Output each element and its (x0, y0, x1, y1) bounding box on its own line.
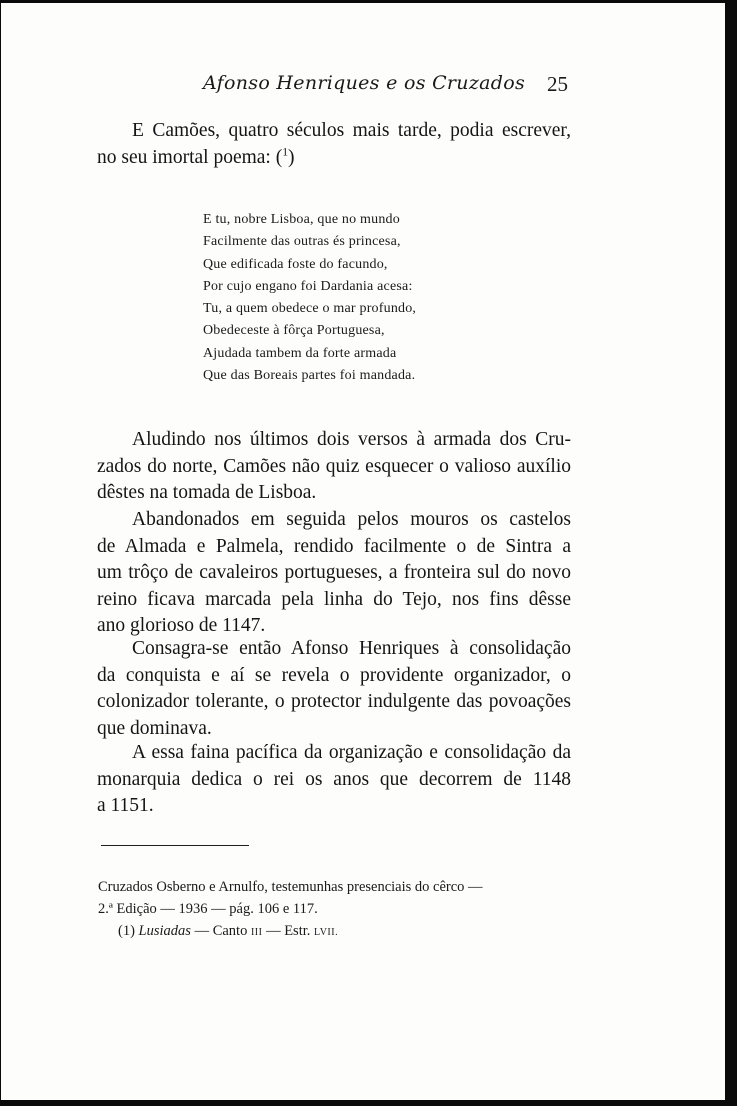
text-line: da conquista e aí se revela o providente organizador, o (97, 664, 571, 686)
verse-line: Que das Boreais partes foi mandada. (203, 368, 416, 384)
intro-text-end: ) (288, 146, 295, 168)
footnote-stanza: LVII. (314, 927, 339, 938)
footnote-work-title: Lusiadas (138, 923, 191, 939)
text-line: de Almada e Palmela, rendido facilmente o de Sintra a (97, 535, 571, 557)
text-line: ano glorioso de 1147. (97, 615, 266, 636)
verse-line: Por cujo engano foi Dardania acesa: (203, 278, 413, 294)
text-line: dêstes na tomada de Lisboa. (97, 482, 317, 503)
text-line: monarquia dedica o rei os anos que decorrem de 1148 (97, 768, 571, 790)
text-line: colonizador tolerante, o protector indulgente das povoações (97, 691, 571, 712)
verse-line: Facilmente das outras és princesa, (203, 234, 401, 250)
verse-line: E tu, nobre Lisboa, que no mundo (203, 212, 400, 227)
text-line: que dominava. (97, 717, 212, 739)
text-line: Consagra-se então Afonso Henriques à consolidação (132, 638, 571, 659)
footnote-source: 2.ª Edição — 1936 — pág. 106 e 117. (98, 901, 318, 917)
verse-line: Obedeceste à fôrça Portuguesa, (203, 323, 385, 339)
text-line: reino ficava marcada pela linha do Tejo, nos fins dêsse (97, 588, 571, 610)
text-line: um trôço de cavaleiros portugueses, a fronteira sul do novo (97, 562, 571, 583)
footnote-separator: — Estr. (262, 923, 315, 939)
running-title: Afonso Henriques e os Cruzados (203, 72, 526, 94)
verse-line: Ajudada tambem da forte armada (203, 345, 397, 361)
text-line: a 1151. (97, 795, 154, 816)
footnote-ref: 1 (282, 145, 289, 158)
verse-line: Tu, a quem obedece o mar profundo, (203, 301, 417, 317)
footnote-canto: III (250, 927, 263, 938)
text-line: Aludindo nos últimos dois versos à armada dos Cru- (132, 429, 571, 450)
text-line: A essa faina pacífica da organização e consolidação da (132, 742, 571, 763)
footnote-separator: — Canto (190, 923, 251, 939)
verse-line: Que edificada foste do facundo, (203, 256, 388, 272)
text-line: Abandonados em seguida pelos mouros os castelos (132, 509, 571, 530)
footnote-source: Cruzados Osberno e Arnulfo, testemunhas presenciais do cêrco — (98, 879, 483, 895)
page-number: 25 (547, 72, 568, 96)
text-line: zados do norte, Camões não quiz esquecer o valioso auxílio (97, 455, 571, 477)
footnote-marker: (1) (118, 923, 135, 939)
intro-line: E Camões, quatro séculos mais tarde, podia escrever, (132, 120, 571, 141)
intro-text: no seu imortal poema: ( (97, 146, 283, 168)
